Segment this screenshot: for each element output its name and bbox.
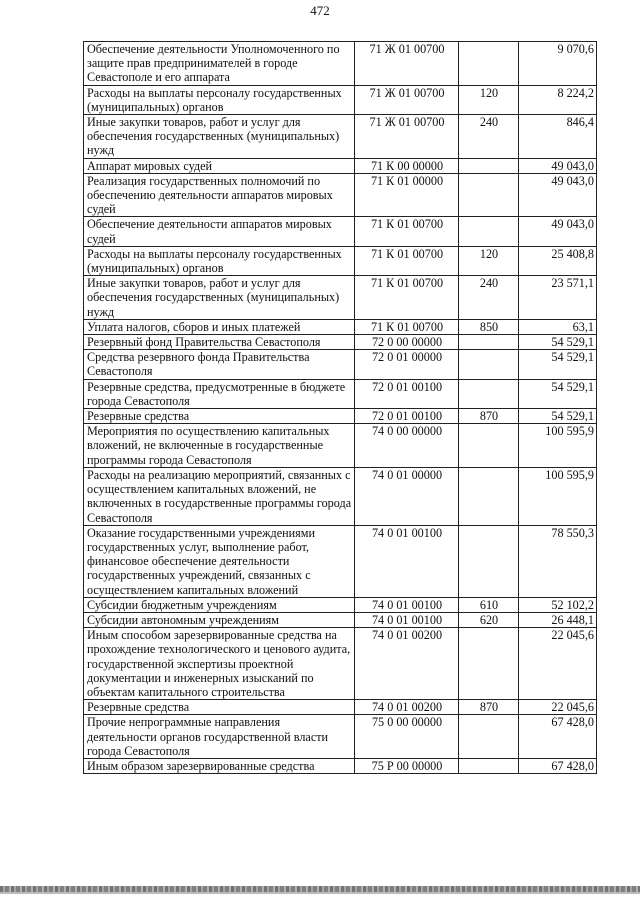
- row-name: Расходы на выплаты персоналу государственных (муниципальных) органов: [84, 85, 355, 114]
- row-amount: 54 529,1: [519, 409, 597, 424]
- row-target-code: 74 0 01 00100: [355, 597, 459, 612]
- row-expense-type: 120: [459, 246, 519, 275]
- table-row: [84, 715, 597, 759]
- table-row: [84, 758, 597, 773]
- row-expense-type: 120: [459, 85, 519, 114]
- table-row: [84, 276, 597, 320]
- row-expense-type: 870: [459, 409, 519, 424]
- row-expense-type: [459, 217, 519, 246]
- row-name: Субсидии бюджетным учреждениям: [84, 597, 355, 612]
- row-target-code: 71 Ж 01 00700: [355, 42, 459, 86]
- row-amount: 23 571,1: [519, 276, 597, 320]
- table-row: [84, 350, 597, 379]
- row-name: Обеспечение деятельности аппаратов мировых судей: [84, 217, 355, 246]
- row-name: Субсидии автономным учреждениям: [84, 612, 355, 627]
- table-row: [84, 217, 597, 246]
- row-expense-type: 870: [459, 700, 519, 715]
- row-target-code: 72 0 01 00000: [355, 350, 459, 379]
- row-expense-type: 850: [459, 319, 519, 334]
- row-expense-type: 240: [459, 115, 519, 159]
- row-amount: 52 102,2: [519, 597, 597, 612]
- row-target-code: 74 0 01 00000: [355, 467, 459, 525]
- row-expense-type: [459, 467, 519, 525]
- row-name: Резервные средства, предусмотренные в бюджете города Севастополя: [84, 379, 355, 408]
- row-expense-type: [459, 628, 519, 700]
- row-expense-type: [459, 379, 519, 408]
- table-row: [84, 379, 597, 408]
- row-name: Прочие непрограммные направления деятельности органов государственной власти города Севастополя: [84, 715, 355, 759]
- row-amount: 49 043,0: [519, 217, 597, 246]
- table-row: [84, 173, 597, 217]
- table-row: [84, 612, 597, 627]
- table-row: [84, 335, 597, 350]
- row-target-code: 75 Р 00 00000: [355, 758, 459, 773]
- table-row: [84, 319, 597, 334]
- row-name: Расходы на реализацию мероприятий, связанных с осуществлением капитальных вложений, не включенных в государственные программы города Севастополя: [84, 467, 355, 525]
- row-expense-type: 240: [459, 276, 519, 320]
- row-expense-type: 620: [459, 612, 519, 627]
- table-row: [84, 246, 597, 275]
- table-row: [84, 424, 597, 468]
- row-amount: 54 529,1: [519, 350, 597, 379]
- row-target-code: 74 0 01 00200: [355, 700, 459, 715]
- row-amount: 54 529,1: [519, 379, 597, 408]
- row-amount: 100 595,9: [519, 424, 597, 468]
- row-name: Мероприятия по осуществлению капитальных вложений, не включенные в государственные программы города Севастополя: [84, 424, 355, 468]
- row-target-code: 71 К 00 00000: [355, 158, 459, 173]
- row-amount: 22 045,6: [519, 628, 597, 700]
- row-amount: 22 045,6: [519, 700, 597, 715]
- table-row: [84, 409, 597, 424]
- table-row: [84, 700, 597, 715]
- scan-artifact-line: [0, 892, 640, 894]
- row-amount: 9 070,6: [519, 42, 597, 86]
- row-name: Расходы на выплаты персоналу государственных (муниципальных) органов: [84, 246, 355, 275]
- row-target-code: 71 Ж 01 00700: [355, 85, 459, 114]
- row-target-code: 71 К 01 00700: [355, 319, 459, 334]
- row-name: Иные закупки товаров, работ и услуг для обеспечения государственных (муниципальных) нужд: [84, 115, 355, 159]
- row-target-code: 74 0 01 00200: [355, 628, 459, 700]
- row-amount: 67 428,0: [519, 758, 597, 773]
- row-name: Средства резервного фонда Правительства Севастополя: [84, 350, 355, 379]
- row-target-code: 72 0 01 00100: [355, 379, 459, 408]
- row-name: Иным способом зарезервированные средства на прохождение технологического и ценового аудита, государственной экспертизы проектной документации и инженерных изысканий по объектам капитального строительства: [84, 628, 355, 700]
- row-expense-type: [459, 42, 519, 86]
- table-row: [84, 467, 597, 525]
- row-expense-type: [459, 525, 519, 597]
- row-expense-type: [459, 173, 519, 217]
- row-target-code: 71 К 01 00700: [355, 217, 459, 246]
- row-name: Оказание государственными учреждениями государственных услуг, выполнение работ, финансовое обеспечение деятельности государственных учреждений, связанных с осуществлением капитальных вложений: [84, 525, 355, 597]
- row-target-code: 72 0 01 00100: [355, 409, 459, 424]
- row-amount: 78 550,3: [519, 525, 597, 597]
- row-name: Уплата налогов, сборов и иных платежей: [84, 319, 355, 334]
- table-row: [84, 115, 597, 159]
- row-name: Иные закупки товаров, работ и услуг для обеспечения государственных (муниципальных) нужд: [84, 276, 355, 320]
- row-name: Обеспечение деятельности Уполномоченного по защите прав предпринимателей в городе Севастополе и его аппарата: [84, 42, 355, 86]
- table-row: [84, 525, 597, 597]
- row-target-code: 74 0 00 00000: [355, 424, 459, 468]
- row-expense-type: [459, 715, 519, 759]
- row-expense-type: 610: [459, 597, 519, 612]
- row-target-code: 75 0 00 00000: [355, 715, 459, 759]
- row-expense-type: [459, 158, 519, 173]
- row-name: Реализация государственных полномочий по обеспечению деятельности аппаратов мировых судей: [84, 173, 355, 217]
- row-target-code: 71 К 01 00700: [355, 246, 459, 275]
- row-expense-type: [459, 335, 519, 350]
- row-expense-type: [459, 758, 519, 773]
- row-target-code: 71 Ж 01 00700: [355, 115, 459, 159]
- table-row: [84, 597, 597, 612]
- page-number: 472: [310, 3, 330, 18]
- row-amount: 54 529,1: [519, 335, 597, 350]
- row-target-code: 74 0 01 00100: [355, 612, 459, 627]
- row-amount: 100 595,9: [519, 467, 597, 525]
- row-amount: 8 224,2: [519, 85, 597, 114]
- row-target-code: 74 0 01 00100: [355, 525, 459, 597]
- row-target-code: 71 К 01 00700: [355, 276, 459, 320]
- row-name: Резервный фонд Правительства Севастополя: [84, 335, 355, 350]
- row-name: Резервные средства: [84, 409, 355, 424]
- row-amount: 26 448,1: [519, 612, 597, 627]
- row-expense-type: [459, 424, 519, 468]
- table-row: [84, 42, 597, 86]
- row-target-code: 72 0 00 00000: [355, 335, 459, 350]
- row-name: Резервные средства: [84, 700, 355, 715]
- row-amount: 25 408,8: [519, 246, 597, 275]
- table-row: [84, 85, 597, 114]
- table-row: [84, 158, 597, 173]
- row-expense-type: [459, 350, 519, 379]
- budget-table: [83, 41, 597, 774]
- row-amount: 846,4: [519, 115, 597, 159]
- row-amount: 63,1: [519, 319, 597, 334]
- row-amount: 49 043,0: [519, 158, 597, 173]
- row-target-code: 71 К 01 00000: [355, 173, 459, 217]
- row-amount: 67 428,0: [519, 715, 597, 759]
- row-name: Аппарат мировых судей: [84, 158, 355, 173]
- row-name: Иным образом зарезервированные средства: [84, 758, 355, 773]
- table-row: [84, 628, 597, 700]
- row-amount: 49 043,0: [519, 173, 597, 217]
